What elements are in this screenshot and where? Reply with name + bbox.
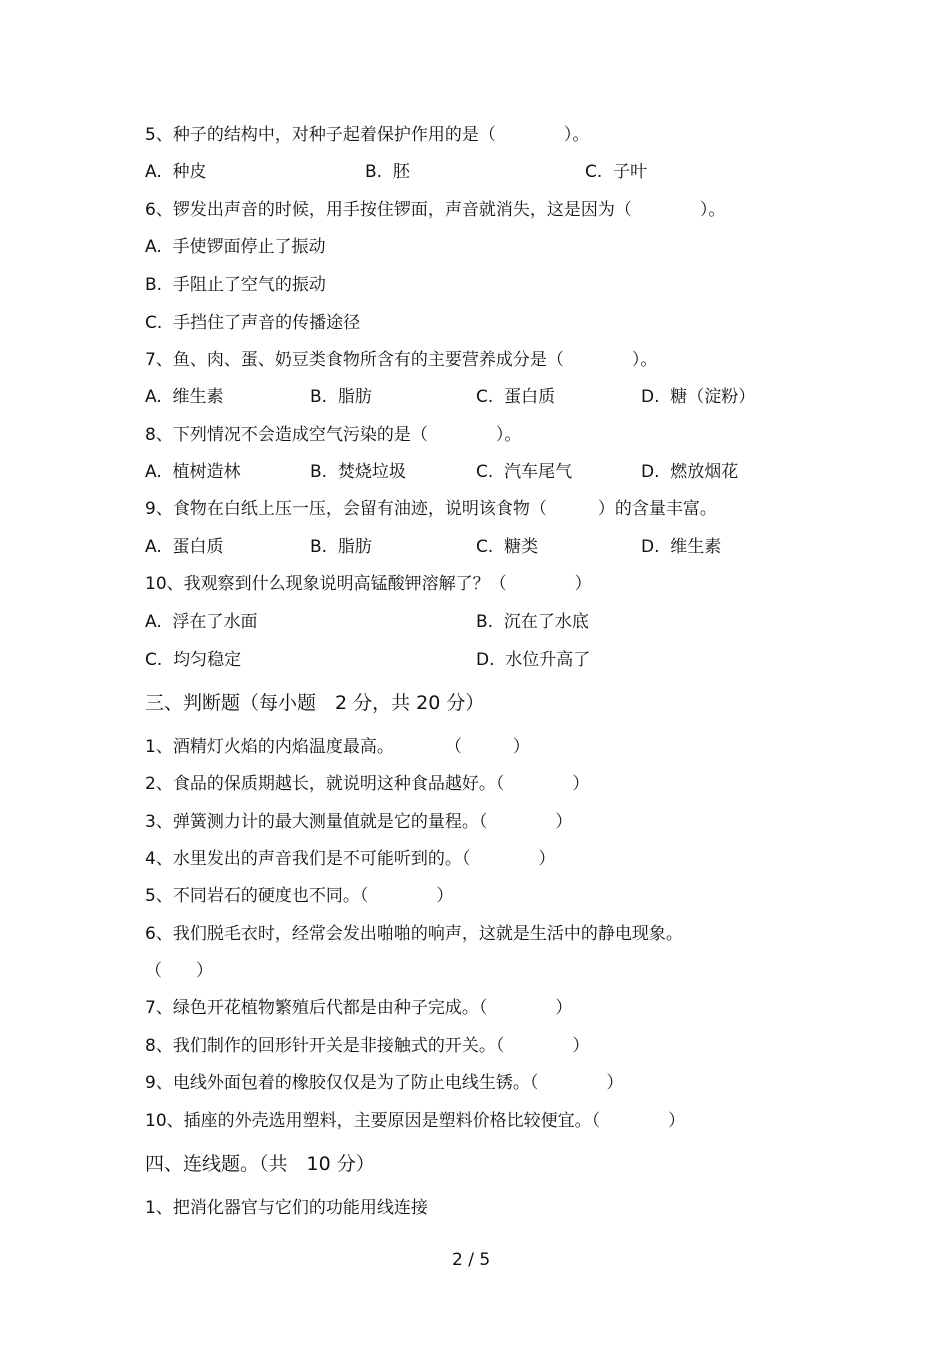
page-number: 2 / 5	[452, 1250, 491, 1270]
judge-item-bracket: （ ）	[145, 961, 213, 981]
judge-item: 4、水里发出的声音我们是不可能听到的。（ ）	[145, 849, 556, 869]
q8-option-a: A. 植树造林	[145, 462, 241, 482]
question-10-stem: 10、我观察到什么现象说明高锰酸钾溶解了？（ ）	[145, 574, 592, 594]
q9-option-a: A. 蛋白质	[145, 537, 224, 557]
q7-option-b: B. 脂肪	[310, 387, 372, 407]
q10-option-c: C. 均匀稳定	[145, 650, 242, 670]
q10-option-a: A. 浮在了水面	[145, 612, 258, 632]
q10-option-b: B. 沉在了水底	[476, 612, 589, 632]
section-3-title: 三、判断题（每小题 2 分，共 20 分）	[145, 692, 485, 714]
q8-option-c: C. 汽车尾气	[476, 462, 573, 482]
q5-option-a: A. 种皮	[145, 162, 207, 182]
q5-option-c: C. 子叶	[585, 162, 648, 182]
judge-item: 10、插座的外壳选用塑料，主要原因是塑料价格比较便宜。（ ）	[145, 1111, 686, 1131]
matching-item: 1、把消化器官与它们的功能用线连接	[145, 1198, 428, 1218]
q7-option-d: D. 糖（淀粉）	[641, 387, 756, 407]
judge-item: 1、酒精灯火焰的内焰温度最高。 （ ）	[145, 737, 530, 757]
q9-option-c: C. 糖类	[476, 537, 539, 557]
q9-option-d: D. 维生素	[641, 537, 722, 557]
question-5-stem: 5、种子的结构中，对种子起着保护作用的是（ ）。	[145, 125, 590, 145]
q6-option-a: A. 手使锣面停止了振动	[145, 237, 326, 257]
q5-option-b: B. 胚	[365, 162, 410, 182]
q8-option-d: D. 燃放烟花	[641, 462, 739, 482]
judge-item: 7、绿色开花植物繁殖后代都是由种子完成。（ ）	[145, 998, 573, 1018]
q6-option-c: C. 手挡住了声音的传播途径	[145, 313, 361, 333]
judge-item: 2、食品的保质期越长，就说明这种食品越好。（ ）	[145, 774, 590, 794]
judge-item: 9、电线外面包着的橡胶仅仅是为了防止电线生锈。（ ）	[145, 1073, 624, 1093]
section-4-title: 四、连线题。（共 10 分）	[145, 1153, 375, 1175]
q6-option-b: B. 手阻止了空气的振动	[145, 275, 326, 295]
judge-item: 5、不同岩石的硬度也不同。（ ）	[145, 886, 454, 906]
question-7-stem: 7、鱼、肉、蛋、奶豆类食物所含有的主要营养成分是（ ）。	[145, 350, 658, 370]
question-6-stem: 6、锣发出声音的时候，用手按住锣面，声音就消失，这是因为（ ）。	[145, 200, 726, 220]
q10-option-d: D. 水位升高了	[476, 650, 591, 670]
judge-item: 8、我们制作的回形针开关是非接触式的开关。（ ）	[145, 1036, 590, 1056]
judge-item: 3、弹簧测力计的最大测量值就是它的量程。（ ）	[145, 812, 573, 832]
q8-option-b: B. 焚烧垃圾	[310, 462, 406, 482]
q7-option-a: A. 维生素	[145, 387, 224, 407]
q9-option-b: B. 脂肪	[310, 537, 372, 557]
question-8-stem: 8、下列情况不会造成空气污染的是（ ）。	[145, 425, 522, 445]
q7-option-c: C. 蛋白质	[476, 387, 556, 407]
question-9-stem: 9、食物在白纸上压一压，会留有油迹，说明该食物（ ）的含量丰富。	[145, 499, 717, 519]
judge-item: 6、我们脱毛衣时，经常会发出啪啪的响声，这就是生活中的静电现象。	[145, 924, 683, 944]
